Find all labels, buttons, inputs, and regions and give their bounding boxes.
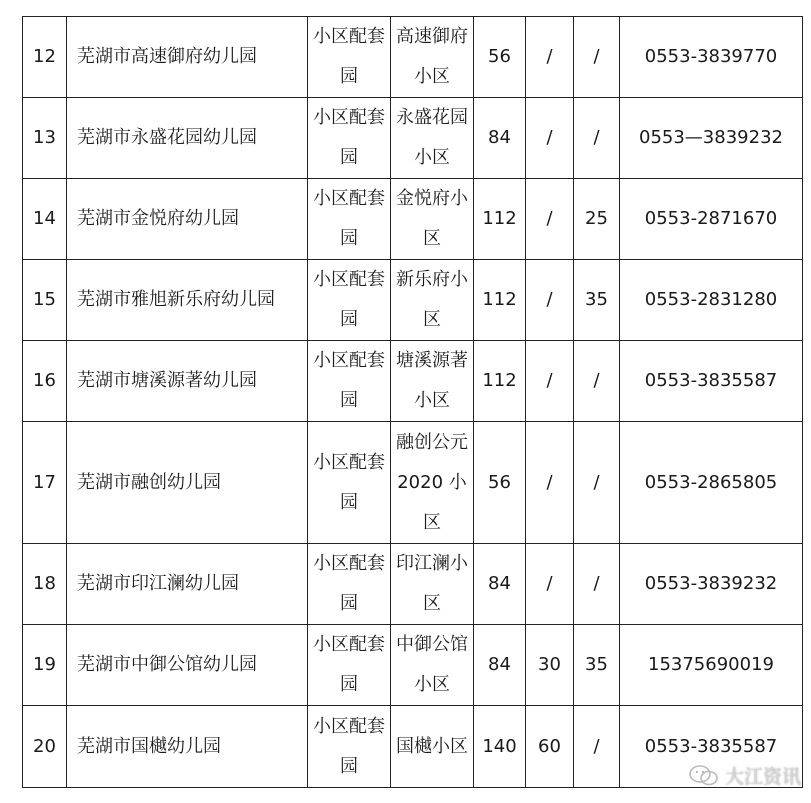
school-type: 小区配套园 (308, 341, 391, 422)
count-c: / (574, 422, 620, 544)
school-type: 小区配套园 (308, 179, 391, 260)
kindergarten-name: 芜湖市金悦府幼儿园 (67, 179, 308, 260)
row-number: 18 (23, 544, 67, 625)
phone-number: 0553-2831280 (620, 260, 803, 341)
table-row (23, 422, 803, 544)
count-c: 25 (574, 179, 620, 260)
kindergarten-table (22, 16, 803, 788)
school-type: 小区配套园 (308, 706, 391, 788)
watermark-text: 大江资讯 (724, 766, 801, 788)
community-name: 中御公馆小区 (391, 625, 474, 706)
count-c: / (574, 706, 620, 788)
count-a: 112 (474, 179, 526, 260)
count-c: 35 (574, 260, 620, 341)
phone-number: 0553-3835587 (620, 706, 803, 788)
count-c: / (574, 544, 620, 625)
row-number: 20 (23, 706, 67, 788)
count-c: / (574, 17, 620, 98)
school-type: 小区配套园 (308, 260, 391, 341)
count-b: / (526, 179, 574, 260)
count-b: 30 (526, 625, 574, 706)
phone-number: 0553-3839770 (620, 17, 803, 98)
count-b: / (526, 341, 574, 422)
kindergarten-name: 芜湖市中御公馆幼儿园 (67, 625, 308, 706)
community-name: 新乐府小区 (391, 260, 474, 341)
count-b: / (526, 544, 574, 625)
community-name: 金悦府小区 (391, 179, 474, 260)
row-number: 15 (23, 260, 67, 341)
row-number: 14 (23, 179, 67, 260)
row-number: 13 (23, 98, 67, 179)
kindergarten-name: 芜湖市永盛花园幼儿园 (67, 98, 308, 179)
count-b: 60 (526, 706, 574, 788)
community-name: 融创公元2020 小区 (391, 422, 474, 544)
count-a: 84 (474, 625, 526, 706)
school-type: 小区配套园 (308, 98, 391, 179)
phone-number: 0553-3839232 (620, 544, 803, 625)
table-row (23, 17, 803, 98)
count-a: 84 (474, 544, 526, 625)
count-c: / (574, 341, 620, 422)
kindergarten-name: 芜湖市高速御府幼儿园 (67, 17, 308, 98)
row-number: 19 (23, 625, 67, 706)
count-a: 112 (474, 341, 526, 422)
row-number: 16 (23, 341, 67, 422)
table-row (23, 179, 803, 260)
community-name: 国樾小区 (391, 706, 474, 788)
school-type: 小区配套园 (308, 17, 391, 98)
table-row (23, 341, 803, 422)
kindergarten-name: 芜湖市雅旭新乐府幼儿园 (67, 260, 308, 341)
community-name: 高速御府小区 (391, 17, 474, 98)
table-row (23, 544, 803, 625)
table-row (23, 98, 803, 179)
count-b: / (526, 422, 574, 544)
school-type: 小区配套园 (308, 625, 391, 706)
count-b: / (526, 17, 574, 98)
watermark (689, 762, 801, 789)
table-row (23, 706, 803, 788)
school-type: 小区配套园 (308, 544, 391, 625)
count-a: 56 (474, 422, 526, 544)
phone-number: 0553-3835587 (620, 341, 803, 422)
kindergarten-name: 芜湖市国樾幼儿园 (67, 706, 308, 788)
count-c: 35 (574, 625, 620, 706)
table-row (23, 260, 803, 341)
school-type: 小区配套园 (308, 422, 391, 544)
wechat-icon (689, 765, 719, 787)
kindergarten-name: 芜湖市印江澜幼儿园 (67, 544, 308, 625)
kindergarten-name: 芜湖市塘溪源著幼儿园 (67, 341, 308, 422)
phone-number: 0553-2865805 (620, 422, 803, 544)
count-c: / (574, 98, 620, 179)
count-b: / (526, 260, 574, 341)
count-a: 112 (474, 260, 526, 341)
community-name: 永盛花园小区 (391, 98, 474, 179)
phone-number: 0553—3839232 (620, 98, 803, 179)
community-name: 印江澜小区 (391, 544, 474, 625)
kindergarten-name: 芜湖市融创幼儿园 (67, 422, 308, 544)
table-row (23, 625, 803, 706)
phone-number: 15375690019 (620, 625, 803, 706)
row-number: 17 (23, 422, 67, 544)
count-b: / (526, 98, 574, 179)
count-a: 140 (474, 706, 526, 788)
row-number: 12 (23, 17, 67, 98)
count-a: 84 (474, 98, 526, 179)
phone-number: 0553-2871670 (620, 179, 803, 260)
community-name: 塘溪源著小区 (391, 341, 474, 422)
count-a: 56 (474, 17, 526, 98)
